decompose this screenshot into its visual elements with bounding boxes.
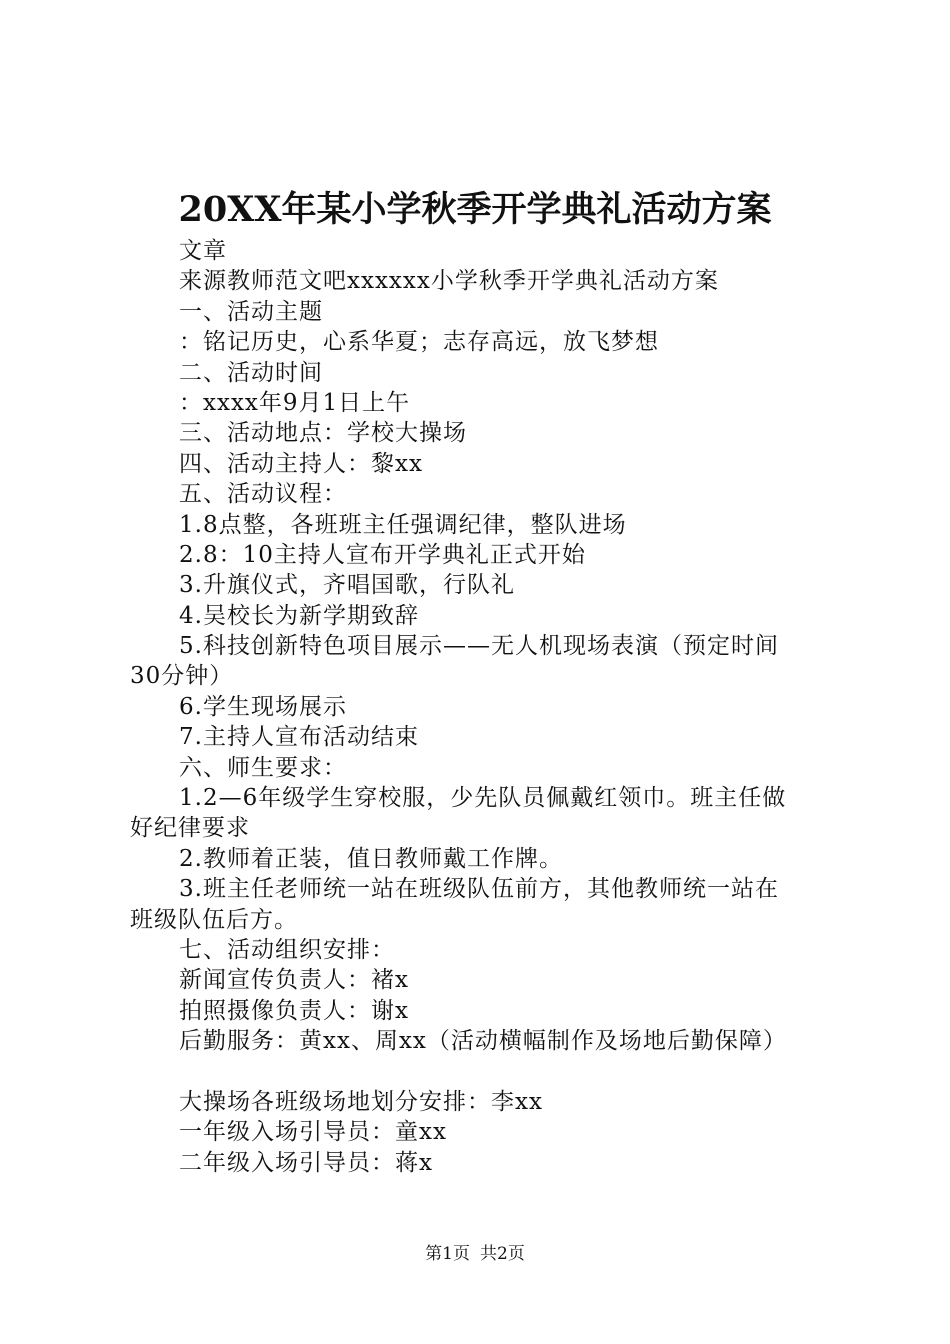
requirement-item: 1.2—6年级学生穿校服，少先队员佩戴红领巾。班主任做: [179, 785, 787, 812]
section-heading: 四、活动主持人：黎xx: [179, 450, 423, 477]
requirement-item-continuation: 班级队伍后方。: [130, 906, 298, 933]
document-title: 20XX年某小学秋季开学典礼活动方案: [178, 189, 772, 230]
agenda-item: 3.升旗仪式，齐唱国歌，行队礼: [179, 572, 515, 599]
section-heading: 三、活动地点：学校大操场: [179, 420, 467, 447]
agenda-item: 2.8：10主持人宣布开学典礼正式开始: [179, 541, 586, 568]
section-heading: 七、活动组织安排：: [179, 936, 395, 963]
agenda-item: 7.主持人宣布活动结束: [179, 724, 419, 751]
requirement-item-continuation: 好纪律要求: [130, 815, 250, 842]
agenda-item: 5.科技创新特色项目展示——无人机现场表演（预定时间: [179, 633, 779, 660]
body-line: 文章: [179, 238, 227, 264]
page-total: 共2页: [480, 1244, 525, 1264]
document-body: [130, 236, 835, 1178]
page-number: 第1页: [425, 1244, 470, 1264]
staff-assignment: 大操场各班级场地划分安排：李xx: [179, 1088, 543, 1115]
blank-line: [130, 1057, 835, 1087]
staff-assignment: 新闻宣传负责人：褚x: [179, 967, 409, 994]
staff-assignment: 后勤服务：黄xx、周xx（活动横幅制作及场地后勤保障）: [179, 1028, 787, 1055]
requirement-item: 3.班主任老师统一站在班级队伍前方，其他教师统一站在: [179, 876, 779, 903]
staff-assignment: 拍照摄像负责人：谢x: [179, 997, 409, 1024]
page-footer: [0, 1242, 950, 1266]
body-line: 来源教师范文吧xxxxxx小学秋季开学典礼活动方案: [179, 268, 719, 295]
section-heading: 二、活动时间: [179, 359, 323, 386]
agenda-item: 4.吴校长为新学期致辞: [179, 602, 419, 629]
section-heading: 五、活动议程：: [179, 481, 347, 508]
agenda-item: 1.8点整，各班班主任强调纪律，整队进场: [179, 511, 627, 538]
body-line: ：xxxx年9月1日上午: [179, 389, 411, 416]
agenda-item: 6.学生现场展示: [179, 693, 347, 720]
section-heading: 六、师生要求：: [179, 754, 347, 781]
staff-assignment: 二年级入场引导员：蒋x: [179, 1149, 433, 1176]
section-heading: 一、活动主题: [179, 298, 323, 325]
agenda-item-continuation: 30分钟）: [130, 663, 234, 690]
staff-assignment: 一年级入场引导员：童xx: [179, 1119, 447, 1146]
body-line: ：铭记历史，心系华夏；志存高远，放飞梦想: [179, 329, 659, 356]
requirement-item: 2.教师着正装，值日教师戴工作牌。: [179, 845, 563, 872]
